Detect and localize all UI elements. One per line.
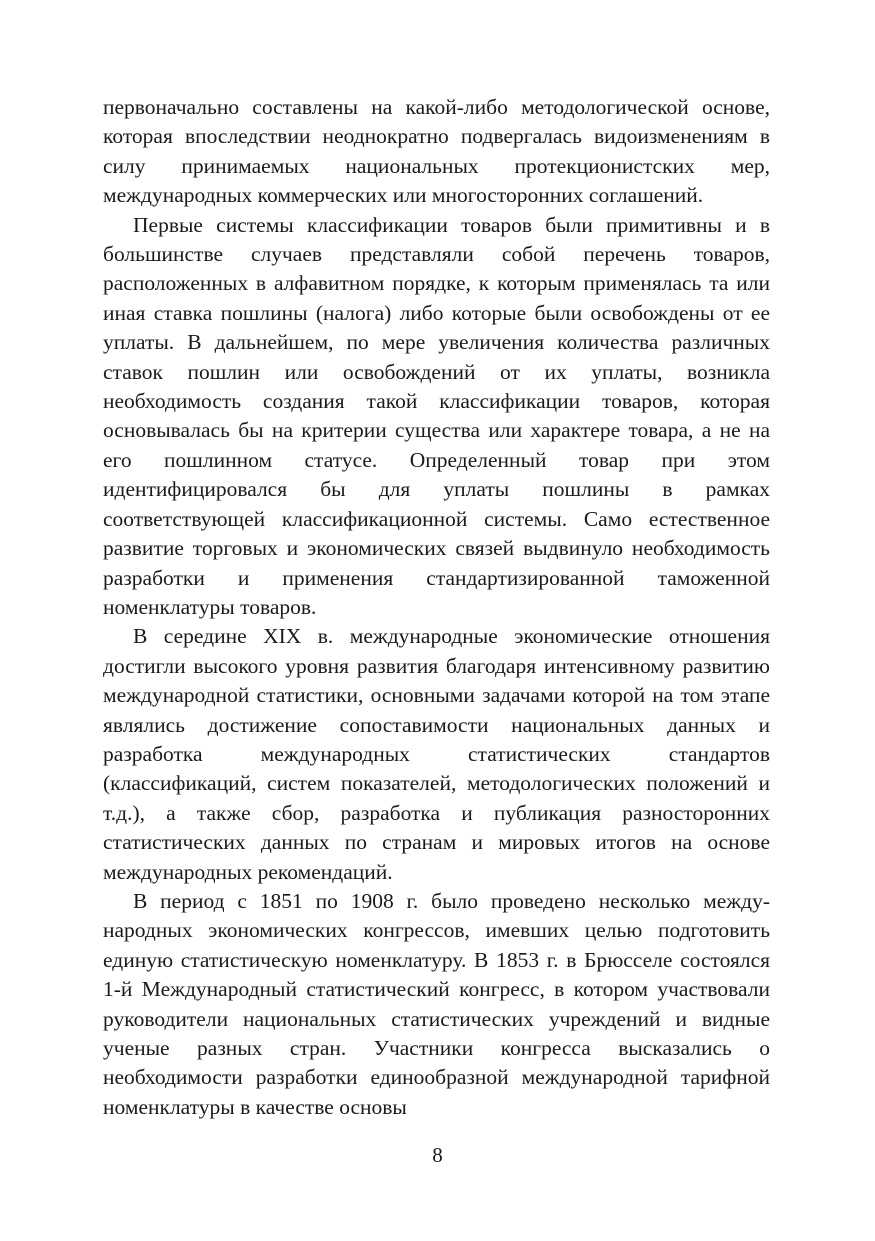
paragraph-continuation: первоначально составлены на какой-либо методологической основе, которая впоследствии неоднократно подвергалась видоизменениям в силу принимаемых национальных протекционистских мер, международных коммерческих или многосторонних соглашений.	[103, 95, 770, 208]
paragraph: В середине XIX в. международные экономические отношения достигли высокого уровня развития благодаря интенсивному развитию международной статистики, основными задачами которой на том этапе являлись достижение сопоставимости национальных данных и разработка международных статистических стандартов (классификаций, систем показателей, методологических положений и т.д.), а также сбор, разработка и публикация разносторонних статистических данных по странам и мировых итогов на основе международных рекомендаций.	[103, 624, 770, 884]
paragraph: Первые системы классификации товаров были примитивны и в большинстве случаев представляли собой перечень товаров, расположенных в алфавитном порядке, к которым применялась та или иная ставка пошлины (налога) либо которые были освобождены от ее уплаты. В дальнейшем, по мере увеличения количества различных ставок пошлин или освобождений от их уплаты, возникла необходимость создания такой классификации товаров, которая основывалась бы на критерии существа или характере товара, а не на его пошлинном статусе. Определенный товар при этом идентифицировался бы для уплаты пошлины в рамках соответствующей классификационной системы. Само естественное развитие торговых и экономических связей выдвинуло необходимость разработки и применения стандартизированной таможенной номенклатуры товаров.	[103, 212, 770, 619]
page-body	[103, 93, 770, 1122]
page-number: 8	[432, 1143, 443, 1167]
paragraph: В период с 1851 по 1908 г. было проведено несколько международных экономических конгрессов, имевших целью подготовить единую статистическую номенклатуру. В 1853 г. в Брюсселе состоялся 1-й Международный статистический конгресс, в котором участвовали руководители национальных статистических учреждений и видные ученые разных стран. Участники конгресса высказались о необходимости разработки единообразной международной тарифной номенклатуры в качестве основы	[103, 888, 770, 1119]
